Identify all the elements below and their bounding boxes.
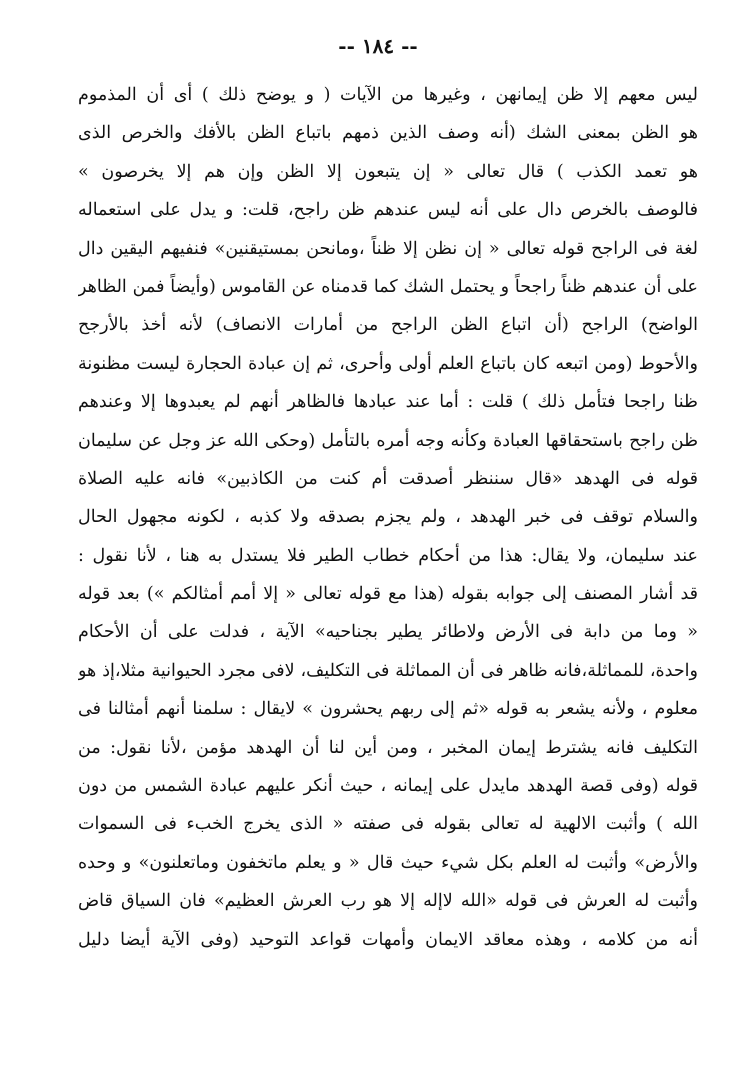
text-line: ظن راجح باستحقاقها العبادة وكأنه وجه أمره بالتأمل (وحكى الله عز وجل عن سليمان — [78, 430, 698, 451]
text-line: قد أشار المصنف إلى جوابه بقوله (هذا مع قوله تعالى « إلا أمم أمثالكم ») بعد قوله — [78, 584, 698, 605]
text-line: معلوم ، ولأنه يشعر به قوله «ثم إلى ربهم يحشرون » لايقال : سلمنا أنهم أمثالنا فى — [78, 699, 698, 720]
text-line: وأثبت له العرش فى قوله «الله لاإله إلا هو رب العرش العظيم» فان السياق قاض — [78, 891, 698, 912]
text-line: قوله فى الهدهد «قال سننظر أصدقت أم كنت من الكاذبين» فانه عليه الصلاة — [78, 468, 698, 489]
text-line: والأحوط (ومن اتبعه كان باتباع العلم أولى وأحرى، ثم إن عبادة الحجارة ليست مظنونة — [78, 353, 698, 374]
text-line: والأرض» وأثبت له العلم بكل شيء حيث قال « و يعلم ماتخفون وماتعلنون» و وحده — [78, 852, 698, 873]
text-line: هو تعمد الكذب ) قال تعالى « إن يتبعون إلا الظن وإن هم إلا يخرصون » — [78, 161, 698, 182]
text-line: فالوصف بالخرص دال على أنه ليس عندهم ظن راجح، قلت: و يدل على استعماله — [78, 200, 698, 221]
text-line: الله ) وأثبت الالهية له تعالى بقوله فى صفته « الذى يخرج الخبء فى السموات — [78, 814, 698, 835]
text-line: قوله (وفى قصة الهدهد مايدل على إيمانه ، حيث أنكر عليهم عبادة الشمس من دون — [78, 776, 698, 797]
text-line: واحدة، للمماثلة،فانه ظاهر فى أن المماثلة فى التكليف، لافى مجرد الحيوانية مثلا،إذ هو — [78, 660, 698, 681]
text-line: الواضح) الراجح (أن اتباع الظن الراجح من أمارات الانصاف) لأنه أخذ بالأرجح — [78, 315, 698, 336]
page-number: -- ١٨٤ -- — [338, 34, 418, 58]
text-line: التكليف فانه يشترط إيمان المخبر ، ومن أين لنا أن الهدهد مؤمن ،لأنا نقول: من — [78, 737, 698, 758]
text-line: ليس معهم إلا ظن إيمانهن ، وغيرها من الآيات ( و يوضح ذلك ) أى أن المذموم — [78, 85, 698, 105]
text-line: على أن عندهم ظناً راجحاً و يحتمل الشك كما قدمناه عن القاموس (وأيضاً فمن الظاهر — [78, 276, 698, 297]
text-line: « وما من دابة فى الأرض ولاطائر يطير بجناحيه» الآية ، فدلت على أن الأحكام — [78, 622, 698, 643]
body-text — [78, 76, 698, 959]
text-line: ظنا راجحا فتأمل ذلك ) قلت : أما عند عبادها فالظاهر أنهم لم يعبدوها إلا وعندهم — [78, 392, 698, 413]
text-line: والسلام توقف فى خبر الهدهد ، ولم يجزم بصدقه ولا كذبه ، لكونه مجهول الحال — [78, 507, 698, 528]
text-line: لغة فى الراجح قوله تعالى « إن نظن إلا ظناً ،ومانحن بمستيقنين» فنفيهم اليقين دال — [78, 238, 698, 259]
text-line: عند سليمان، ولا يقال: هذا من أحكام خطاب الطير فلا يستدل به هنا ، لأنا نقول : — [78, 545, 698, 566]
text-line: هو الظن بمعنى الشك (أنه وصف الذين ذمهم باتباع الظن بالأفك والخرص الذى — [78, 123, 698, 144]
text-line: أنه من كلامه ، وهذه معاقد الايمان وأمهات قواعد التوحيد (وفى الآية أيضا دليل — [78, 929, 698, 950]
